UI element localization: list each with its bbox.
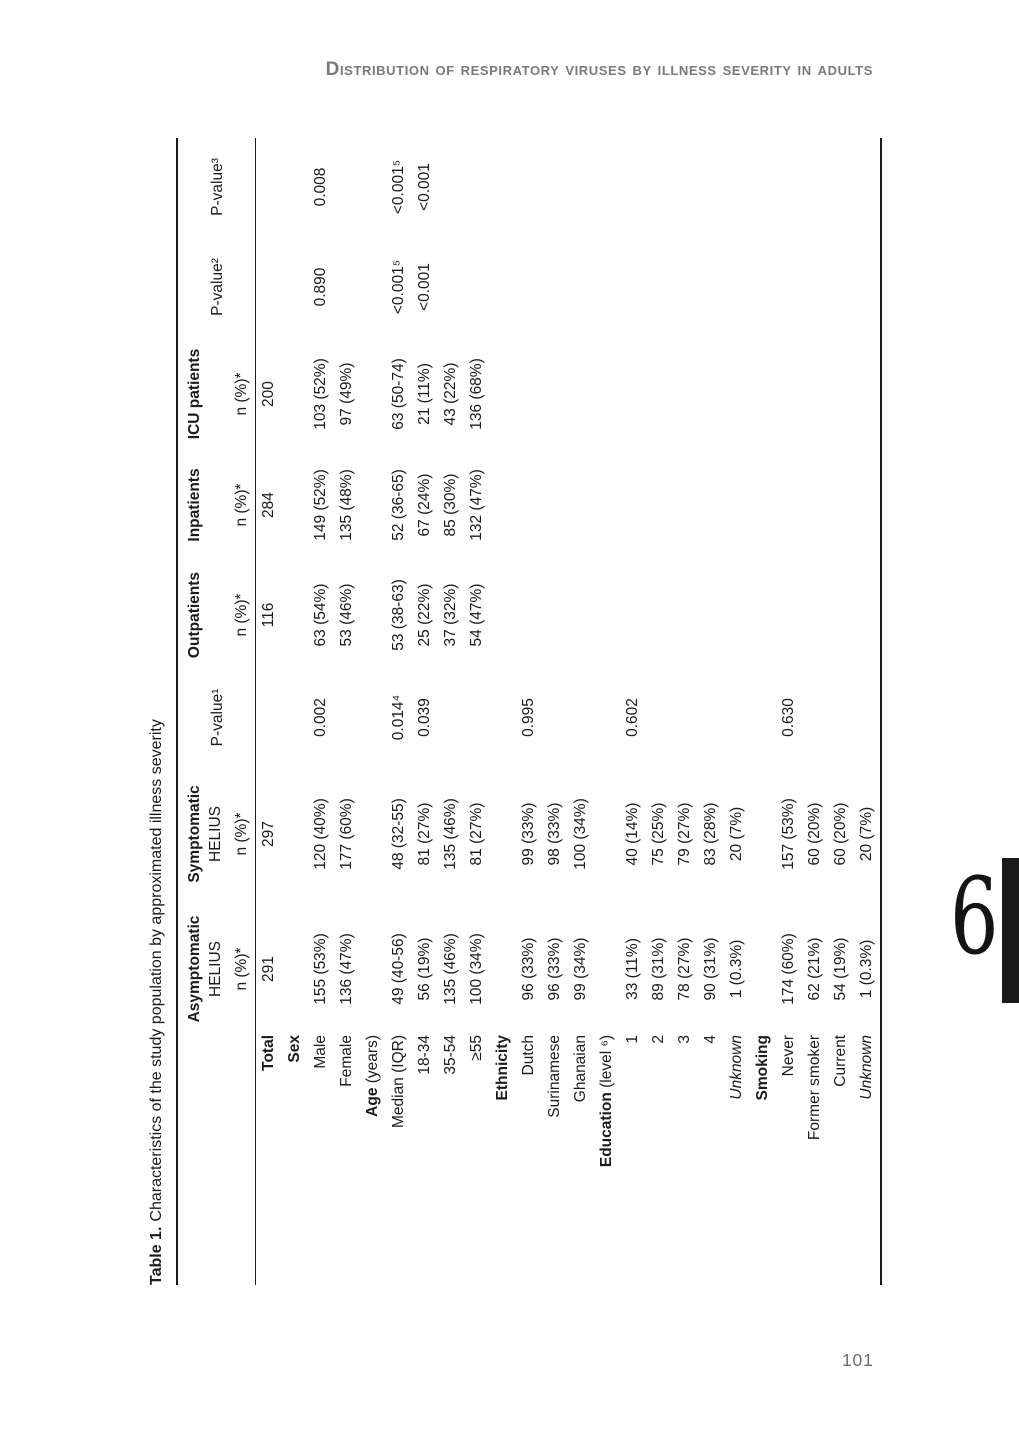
table-cell: 200	[260, 381, 277, 407]
page-number: 101	[842, 1350, 874, 1370]
table-cell: 25 (22%)	[416, 583, 433, 647]
table-cell	[802, 560, 828, 670]
table-cell: <0.001	[416, 263, 433, 311]
table-cell	[360, 236, 386, 338]
table-cell	[750, 236, 776, 338]
table-cell	[724, 670, 750, 765]
table-row	[828, 138, 854, 1285]
table-cell: 0.002	[312, 698, 329, 737]
table-row	[256, 138, 283, 1285]
column-header-cell	[177, 765, 256, 903]
table-cell	[750, 560, 776, 670]
table-cell	[802, 450, 828, 560]
table-row	[750, 138, 776, 1285]
column-header-cell	[177, 903, 256, 1035]
row-label: 3	[676, 1035, 693, 1044]
table-cell	[594, 903, 620, 1035]
table-cell	[802, 338, 828, 450]
table-cell	[490, 338, 516, 450]
table-row	[802, 138, 828, 1285]
table-cell	[490, 236, 516, 338]
column-header-line: Outpatients	[186, 571, 203, 659]
column-subheader: n (%)*	[233, 947, 250, 991]
table-cell	[750, 903, 776, 1035]
table-cell	[438, 138, 464, 236]
column-header-line: Inpatients	[186, 468, 203, 542]
table-cell: 135 (48%)	[338, 469, 355, 541]
table-cell	[490, 765, 516, 903]
table-cell: 0.890	[312, 267, 329, 307]
table-cell: 135 (46%)	[442, 933, 459, 1005]
table-cell	[646, 560, 672, 670]
table-cell	[568, 138, 594, 236]
table-cell	[542, 450, 568, 560]
table-cell	[594, 338, 620, 450]
table-row	[542, 138, 568, 1285]
table-cell	[490, 670, 516, 765]
table-cell: 157 (53%)	[780, 798, 797, 870]
table-cell: 0.995	[520, 698, 537, 737]
row-label: Surinamese	[546, 1035, 563, 1118]
row-label: ≥55	[468, 1035, 485, 1061]
table-cell	[802, 138, 828, 236]
table-cell	[594, 765, 620, 903]
table-cell	[360, 338, 386, 450]
row-label: Smoking	[754, 1035, 771, 1101]
table-cell	[828, 138, 854, 236]
table-cell	[724, 236, 750, 338]
table-cell	[568, 450, 594, 560]
row-label-header-cell	[177, 1035, 256, 1285]
table-cell	[854, 236, 881, 338]
table-cell: 37 (32%)	[442, 583, 459, 647]
table-cell: 155 (53%)	[312, 933, 329, 1005]
table-cell: 0.630	[780, 698, 797, 737]
table-cell	[802, 670, 828, 765]
table-cell: 97 (49%)	[338, 362, 355, 426]
row-label: Sex	[286, 1035, 303, 1063]
column-header-cell	[177, 138, 256, 236]
table-cell	[646, 338, 672, 450]
column-header-line: P-value³	[209, 158, 226, 216]
table-cell: 20 (7%)	[858, 806, 875, 862]
table-cell	[828, 236, 854, 338]
table-cell: 174 (60%)	[780, 933, 797, 1005]
table-cell	[672, 138, 698, 236]
table-cell: 53 (46%)	[338, 583, 355, 647]
table-cell	[698, 560, 724, 670]
table-cell	[776, 338, 802, 450]
table-cell	[698, 138, 724, 236]
table-cell	[646, 450, 672, 560]
table-cell: 96 (33%)	[546, 937, 563, 1001]
table-cell: 90 (31%)	[702, 937, 719, 1001]
row-label: 1	[624, 1035, 641, 1044]
table-caption-text: Characteristics of the study population by approximated illness severity	[148, 719, 165, 1222]
table-cell	[594, 450, 620, 560]
table-cell: <0.001⁵	[390, 259, 407, 315]
column-header-cell	[177, 560, 256, 670]
column-header-line: HELIUS	[207, 806, 224, 862]
row-label: 18-34	[416, 1035, 433, 1075]
table-cell	[854, 560, 881, 670]
table-cell: 40 (14%)	[624, 802, 641, 866]
table-cell: 56 (19%)	[416, 937, 433, 1001]
table-cell: <0.001⁵	[390, 159, 407, 215]
table-cell: 100 (34%)	[468, 933, 485, 1005]
row-label: Median (IQR)	[390, 1035, 407, 1129]
table-cell	[828, 450, 854, 560]
table-cell	[698, 338, 724, 450]
table-cell	[698, 236, 724, 338]
row-label: Unknown	[728, 1035, 745, 1100]
row-label: Age (years)	[364, 1035, 381, 1117]
table-cell: 49 (40-56)	[390, 933, 407, 1005]
table-cell	[672, 450, 698, 560]
column-subheader: n (%)*	[233, 593, 250, 637]
running-header-title: Distribution of respiratory viruses by illness severity in adults	[325, 59, 873, 80]
table-cell	[620, 236, 646, 338]
table-cell	[516, 450, 542, 560]
table-cell	[542, 138, 568, 236]
table-cell: <0.001	[416, 163, 433, 211]
table-cell	[282, 236, 308, 338]
table-cell	[516, 236, 542, 338]
table-cell	[594, 560, 620, 670]
table-cell: 1 (0.3%)	[858, 939, 875, 999]
table-row	[620, 138, 646, 1285]
table-cell	[854, 338, 881, 450]
table-cell	[568, 670, 594, 765]
table-cell	[282, 338, 308, 450]
table-cell	[776, 560, 802, 670]
table-cell: 83 (28%)	[702, 802, 719, 866]
row-label: Education (level ⁶)	[598, 1035, 615, 1168]
table-cell	[490, 450, 516, 560]
table-cell: 136 (68%)	[468, 358, 485, 430]
table-cell: 284	[260, 492, 277, 518]
table-cell	[802, 236, 828, 338]
table-cell: 85 (30%)	[442, 473, 459, 537]
row-label: Male	[312, 1035, 329, 1069]
table-cell	[516, 138, 542, 236]
table-cell: 63 (50-74)	[390, 358, 407, 430]
table-cell: 67 (24%)	[416, 473, 433, 537]
table-cell	[464, 236, 490, 338]
table-cell: 0.602	[624, 698, 641, 737]
table-cell	[646, 236, 672, 338]
table-cell	[750, 670, 776, 765]
table-cell	[360, 765, 386, 903]
table-cell	[282, 450, 308, 560]
table-cell: 136 (47%)	[338, 933, 355, 1005]
table-cell: 81 (27%)	[468, 802, 485, 866]
table-cell	[464, 138, 490, 236]
table-cell	[516, 338, 542, 450]
study-table	[176, 138, 882, 1285]
table-cell	[828, 670, 854, 765]
table-cell	[490, 138, 516, 236]
table-row	[698, 138, 724, 1285]
table-cell	[282, 765, 308, 903]
table-row	[386, 138, 412, 1285]
table-cell: 48 (32-55)	[390, 798, 407, 870]
table-cell: 177 (60%)	[338, 798, 355, 870]
table-row	[334, 138, 360, 1285]
row-label: 35-54	[442, 1035, 459, 1075]
column-header-cell	[177, 338, 256, 450]
table-row	[308, 138, 334, 1285]
table-cell: 99 (33%)	[520, 802, 537, 866]
table-cell	[282, 138, 308, 236]
table-cell	[646, 670, 672, 765]
table-cell: 75 (25%)	[650, 802, 667, 866]
table-cell	[776, 450, 802, 560]
table-row	[360, 138, 386, 1285]
table-cell	[438, 236, 464, 338]
table-cell	[360, 903, 386, 1035]
table-cell: 79 (27%)	[676, 802, 693, 866]
table-cell	[360, 560, 386, 670]
table-cell	[282, 560, 308, 670]
column-subheader: n (%)*	[233, 372, 250, 416]
table-cell	[490, 903, 516, 1035]
table-cell	[724, 560, 750, 670]
table-cell: 135 (46%)	[442, 798, 459, 870]
table-cell: 0.014⁴	[390, 694, 407, 741]
table-cell	[750, 450, 776, 560]
row-label: Ethnicity	[494, 1035, 511, 1101]
table-cell	[724, 338, 750, 450]
table-cell	[854, 450, 881, 560]
table-cell: 81 (27%)	[416, 802, 433, 866]
column-subheader: n (%)*	[233, 483, 250, 527]
table-cell	[750, 138, 776, 236]
row-label: Former smoker	[806, 1035, 823, 1141]
row-label: Never	[780, 1035, 797, 1077]
table-cell	[568, 338, 594, 450]
table-cell	[854, 138, 881, 236]
table-cell	[256, 138, 283, 236]
row-label: Current	[832, 1035, 849, 1087]
table-row	[516, 138, 542, 1285]
table-cell	[334, 670, 360, 765]
column-header-line: Asymptomatic	[186, 915, 203, 1023]
table-row	[490, 138, 516, 1285]
column-header-cell	[177, 450, 256, 560]
rotated-table-container	[150, 138, 895, 1285]
table-cell	[360, 670, 386, 765]
table-cell	[360, 138, 386, 236]
table-cell: 1 (0.3%)	[728, 939, 745, 999]
table-cell	[620, 138, 646, 236]
table-cell: 63 (54%)	[312, 583, 329, 647]
table-cell: 62 (21%)	[806, 937, 823, 1001]
table-cell: 96 (33%)	[520, 937, 537, 1001]
column-header-line: Symptomatic	[186, 785, 203, 883]
table-cell	[724, 450, 750, 560]
table-cell	[672, 338, 698, 450]
table-cell	[828, 560, 854, 670]
table-cell	[334, 138, 360, 236]
table-row	[282, 138, 308, 1285]
table-row	[672, 138, 698, 1285]
table-cell: 120 (40%)	[312, 798, 329, 870]
column-subheader: n (%)*	[233, 812, 250, 856]
table-cell	[568, 236, 594, 338]
table-cell	[360, 450, 386, 560]
table-row	[724, 138, 750, 1285]
table-cell: 103 (52%)	[312, 358, 329, 430]
table-cell: 98 (33%)	[546, 802, 563, 866]
table-cell: 0.008	[312, 167, 329, 207]
table-cell	[724, 138, 750, 236]
table-row	[776, 138, 802, 1285]
column-header-cell	[177, 236, 256, 338]
column-header-cell	[177, 670, 256, 765]
table-row	[594, 138, 620, 1285]
row-label: Dutch	[520, 1035, 537, 1076]
table-cell	[256, 236, 283, 338]
column-header-line: P-value²	[209, 258, 226, 316]
table-cell	[750, 338, 776, 450]
table-cell	[672, 670, 698, 765]
table-cell	[594, 236, 620, 338]
table-cell	[256, 670, 283, 765]
table-cell	[490, 560, 516, 670]
table-cell: 100 (34%)	[572, 798, 589, 870]
table-row	[438, 138, 464, 1285]
table-cell: 116	[260, 602, 277, 628]
table-cell: 132 (47%)	[468, 469, 485, 541]
table-cell: 33 (11%)	[624, 938, 641, 1000]
table-cell	[282, 903, 308, 1035]
table-row	[854, 138, 881, 1285]
table-cell: 54 (19%)	[832, 937, 849, 1001]
table-cell	[594, 138, 620, 236]
table-cell	[854, 670, 881, 765]
table-cell	[620, 560, 646, 670]
table-cell: 21 (11%)	[416, 363, 433, 425]
chapter-number: 6	[950, 855, 999, 978]
table-cell: 20 (7%)	[728, 806, 745, 862]
table-cell	[672, 560, 698, 670]
table-cell	[542, 670, 568, 765]
table-cell: 78 (27%)	[676, 937, 693, 1001]
row-label: 4	[702, 1035, 719, 1044]
table-cell	[594, 670, 620, 765]
table-cell: 291	[260, 956, 277, 982]
table-cell: 54 (47%)	[468, 583, 485, 647]
table-cell	[568, 560, 594, 670]
table-cell: 297	[260, 821, 277, 847]
table-cell	[542, 338, 568, 450]
table-cell	[776, 138, 802, 236]
table-cell: 99 (34%)	[572, 937, 589, 1001]
row-label: Total	[260, 1035, 277, 1071]
table-row	[464, 138, 490, 1285]
table-caption	[148, 719, 166, 1285]
row-label: Ghanaian	[572, 1035, 589, 1103]
table-cell	[646, 138, 672, 236]
table-cell: 89 (31%)	[650, 937, 667, 1001]
table-cell	[282, 670, 308, 765]
table-cell	[698, 670, 724, 765]
table-cell	[828, 338, 854, 450]
table-cell: 60 (20%)	[832, 802, 849, 866]
row-label: Female	[338, 1035, 355, 1087]
row-label: 2	[650, 1035, 667, 1044]
table-cell	[438, 670, 464, 765]
table-cell: 53 (38-63)	[390, 579, 407, 651]
table-caption-label: Table 1.	[148, 1226, 165, 1285]
table-cell	[464, 670, 490, 765]
table-cell: 60 (20%)	[806, 802, 823, 866]
table-cell	[672, 236, 698, 338]
table-cell	[516, 560, 542, 670]
table-cell	[698, 450, 724, 560]
table-cell: 52 (36-65)	[390, 469, 407, 541]
row-label: Unknown	[858, 1035, 875, 1100]
table-cell	[620, 338, 646, 450]
table-cell: 43 (22%)	[442, 362, 459, 426]
table-cell	[750, 765, 776, 903]
table-cell	[620, 450, 646, 560]
chapter-tab-bar	[1002, 858, 1019, 1003]
table-cell	[776, 236, 802, 338]
table-row	[568, 138, 594, 1285]
table-cell: 0.039	[416, 698, 433, 737]
column-header-line: ICU patients	[186, 348, 203, 440]
column-header-line: P-value¹	[209, 688, 226, 747]
table-cell	[542, 236, 568, 338]
table-row	[646, 138, 672, 1285]
table-row	[412, 138, 438, 1285]
table-cell: 149 (52%)	[312, 469, 329, 541]
table-cell	[542, 560, 568, 670]
table-cell	[334, 236, 360, 338]
column-header-line: HELIUS	[207, 941, 224, 997]
